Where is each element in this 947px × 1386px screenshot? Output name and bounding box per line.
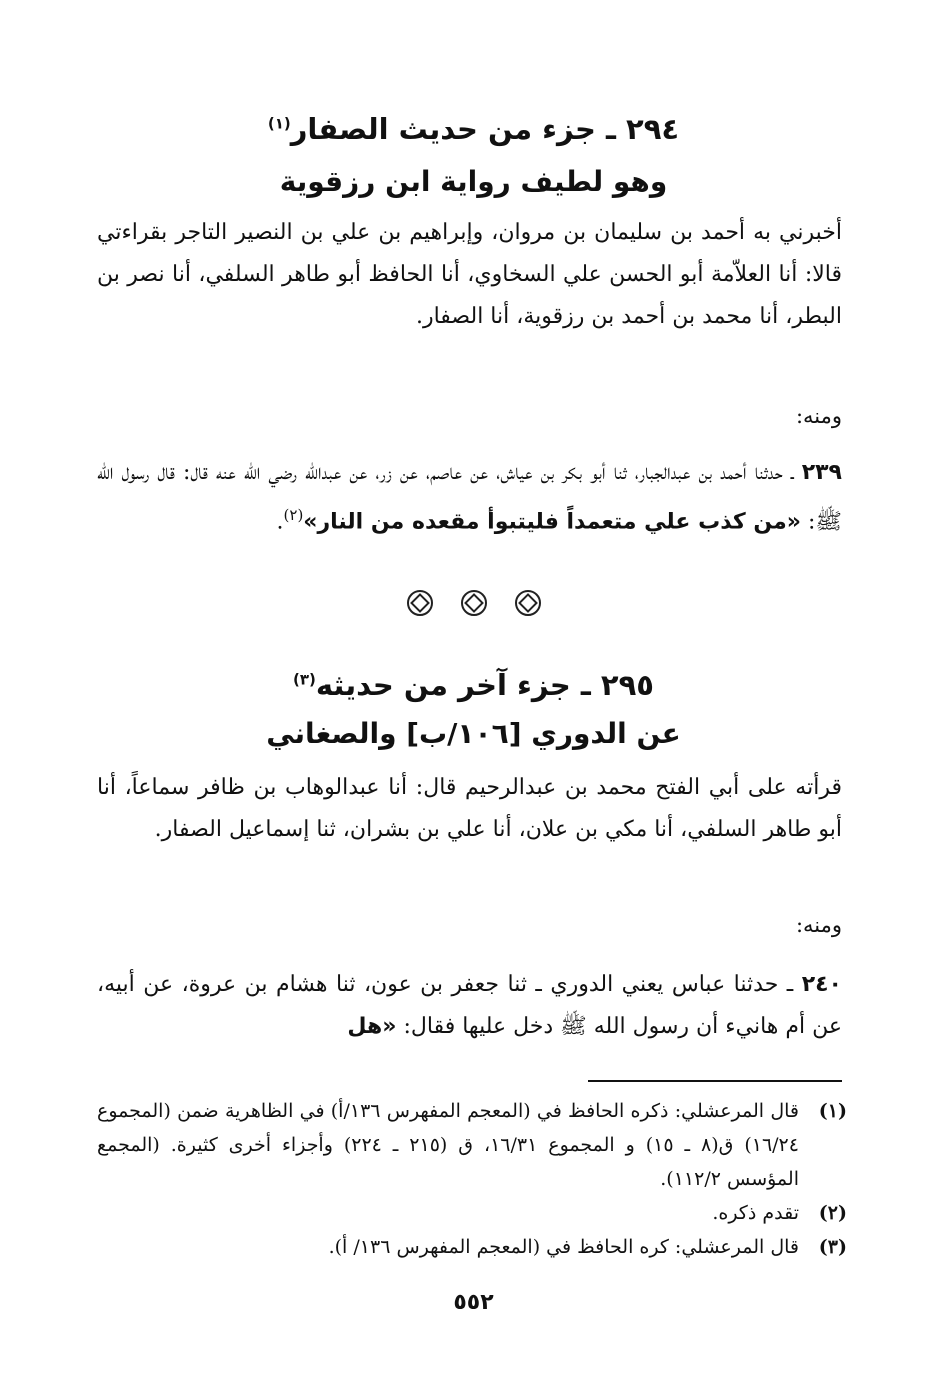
footnote-2-number: (٢) [818, 1202, 847, 1224]
section-295-title [0, 668, 947, 702]
hadith-240-isnad: ـ حدثنا عباس يعني الدوري ـ ثنا جعفر بن عون، ثنا هشام بن عروة، عن أبيه، عن أم هانيء أن رسول الله ﷺ دخل عليها فقال: [97, 972, 842, 1039]
footnote-2 [97, 1196, 847, 1230]
footnote-3 [97, 1230, 847, 1264]
footnote-1-number: (١) [818, 1100, 847, 1122]
section-295-minhu: ومنه: [795, 913, 842, 937]
footnote-ref-2[interactable]: (٢) [283, 506, 304, 524]
section-294-title [0, 112, 947, 146]
footnote-ref-1[interactable]: (١) [267, 114, 291, 133]
section-294-isnad-text: أخبرني به أحمد بن سليمان بن مروان، وإبراهيم بن علي بن النصير التاجر بقراءتي قالا: أنا العلاّمة أبو الحسن علي السخاوي، أنا الحافظ أبو طاهر السلفي، أنا نصر بن البطر، أنا محمد بن أحمد بن رزقوية، أنا الصفار. [97, 220, 842, 329]
footnotes [97, 1094, 847, 1264]
page-number: ٥٥٢ [453, 1290, 494, 1315]
section-divider-ornament [0, 590, 947, 616]
hadith-240-matn: «هل [347, 1014, 397, 1039]
footnote-1-text: قال المرعشلي: ذكره الحافظ في (المعجم المفهرس ١٣٦/أ) في الظاهرية ضمن (المجموع ١٦/٢٤) ق(٨ ـ ١٥) و المجموع ١٦/٣١، ق (٢١٥ ـ ٢٢٤) وأجزاء أخرى كثيرة. (المجمع المؤسس ١١٢/٢). [97, 1100, 799, 1190]
section-295-title-text: ٢٩٥ ـ جزء آخر من حديثه [315, 668, 655, 702]
hadith-239-isnad: ـ حدثنا أحمد بن عبدالجبار، ثنا أبو بكر بن عياش، عن عاصم، عن زر، عن عبدالله رضي الله عنه قال: قال رسول الله ﷺ: [97, 460, 842, 535]
hadith-239-end: . [276, 509, 284, 535]
footnote-ref-3[interactable]: (٣) [292, 670, 316, 689]
hadith-240-text [97, 964, 842, 1048]
section-294-title-text: ٢٩٤ ـ جزء من حديث الصفار [290, 112, 680, 146]
ornament-icon [515, 590, 541, 616]
hadith-240 [97, 964, 842, 1048]
ornament-icon [461, 590, 487, 616]
hadith-239-number: ٢٣٩ [801, 460, 842, 485]
footnote-separator [588, 1080, 842, 1082]
hadith-239-text [97, 452, 842, 543]
section-294-minhu: ومنه: [795, 404, 842, 428]
section-294-isnad [97, 212, 842, 338]
hadith-240-number: ٢٤٠ [801, 972, 842, 997]
footnote-1 [97, 1094, 847, 1196]
hadith-239-matn: «من كذب علي متعمداً فليتبوأ مقعده من النار» [303, 509, 802, 535]
footnote-2-text: تقدم ذكره. [712, 1202, 799, 1224]
section-295-isnad [97, 767, 842, 851]
hadith-239 [97, 452, 842, 543]
ornament-icon [407, 590, 433, 616]
section-294-subtitle: وهو لطيف رواية ابن رزقوية [279, 165, 668, 198]
footnote-3-text: قال المرعشلي: كره الحافظ في (المعجم المفهرس ١٣٦/ أ). [328, 1236, 799, 1258]
section-295-isnad-text: قرأته على أبي الفتح محمد بن عبدالرحيم قال: أنا عبدالوهاب بن ظافر سماعاً، أنا أبو طاهر السلفي، أنا مكي بن علان، أنا علي بن بشران، ثنا إسماعيل الصفار. [97, 775, 842, 842]
section-295-subtitle: عن الدوري [١٠٦/ب] والصغاني [266, 717, 681, 750]
footnote-3-number: (٣) [818, 1236, 847, 1258]
